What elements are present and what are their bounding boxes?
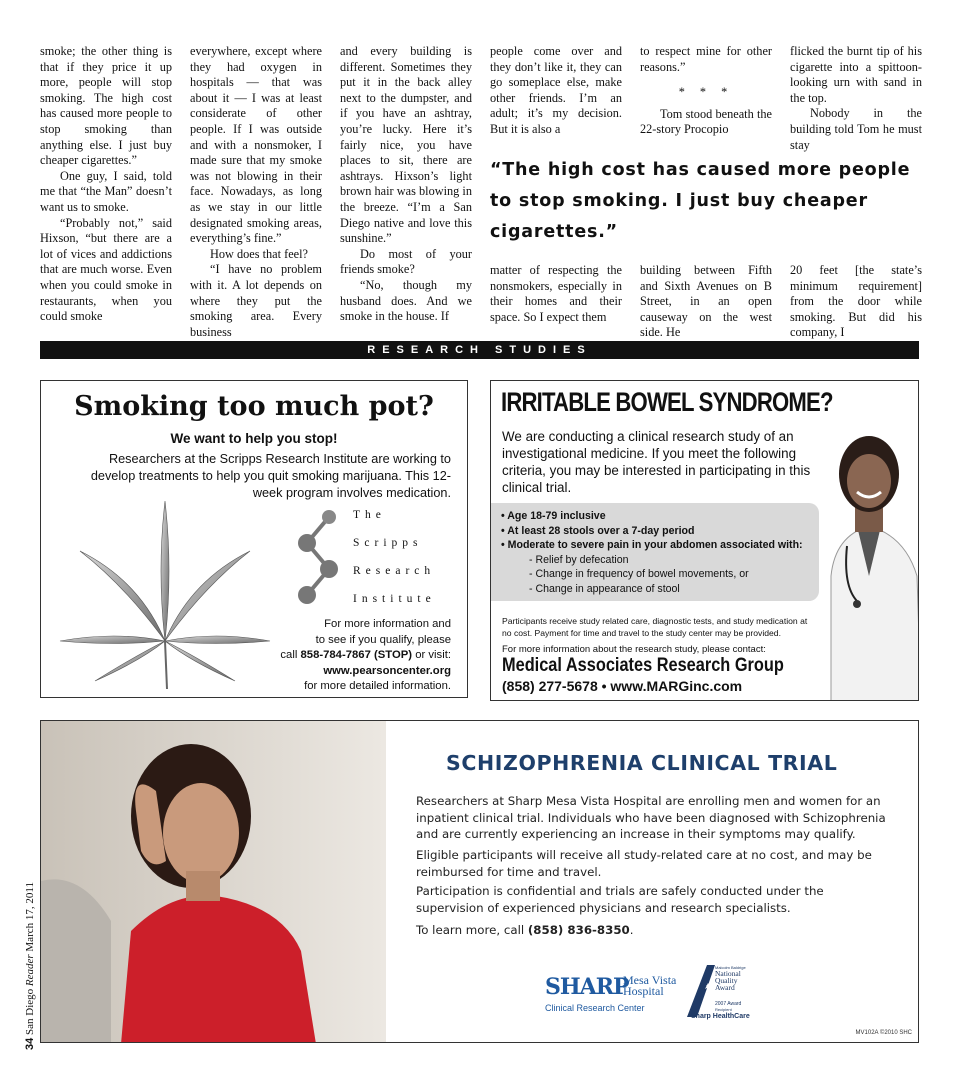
paragraph: “No, though my husband does. And we smoke in the house. If <box>340 277 472 324</box>
criteria-item: • Moderate to severe pain in your abdomen associated with: <box>501 539 803 551</box>
page-folio <box>24 882 36 1050</box>
ad-fine-print: Participants receive study related care, diagnostic tests, and study medication at no cost. Payment for time and travel to the study center may be provided. <box>502 616 808 638</box>
paragraph: smoke; the other thing is that if they price it up more, people will stop smoking. The high cost has caused more people to stop smoking than anything else. I just buy cheaper cigarettes.” <box>40 44 172 168</box>
paragraph: building between Fifth and Sixth Avenues on B Street, in an open causeway on the west side. He <box>640 263 772 340</box>
award-text: 2007 Award <box>715 1001 742 1007</box>
ad-subhead: We want to help you stop! <box>170 431 338 446</box>
paragraph: “Probably not,” said Hixson, “but there are a lot of vices and addictions that are much worse. Even when you could smoke in restaurants, when you could smoke <box>40 215 172 324</box>
ad-paragraph: Researchers at Sharp Mesa Vista Hospital are enrolling men and women for an inpatient clinical trial. Individuals who have been diagnosed with Schizophrenia and are currently experiencing an increase in their symptoms may qualify. <box>416 794 886 841</box>
phone-number[interactable]: (858) 836-8350 <box>527 923 630 937</box>
ad-intro: We are conducting a clinical research study of an investigational medicine. If you meet the following criteria, you may be interested in participating in this clinical trial. <box>502 429 811 495</box>
ad-scripps-marijuana <box>40 380 468 698</box>
ad-contact-info <box>280 617 451 695</box>
criteria-item: • Age 18-79 inclusive <box>501 510 606 522</box>
article-column-6-top <box>790 44 922 153</box>
doctor-photo-icon <box>817 426 919 701</box>
paragraph: Nobody in the building told Tom he must stay <box>790 106 922 152</box>
logo-line: Hospital <box>623 984 664 998</box>
paragraph: to respect mine for other reasons.” <box>640 44 772 74</box>
contact-line <box>280 648 451 664</box>
mesa-vista-logo <box>623 975 676 997</box>
website-link[interactable]: www.pearsoncenter.org <box>323 664 451 677</box>
issue-date: March 17, 2011 <box>24 882 36 952</box>
paragraph: and every building is different. Sometimes they put it in the back alley next to the dumpster, and if you have an ashtray, you’re lucky. Here it’s fairly nice, you have places to sit, there are ashtrays. Hixson’s light brown hair was blowing in the breeze. “I’m a San Diego native and love this sunshine.” <box>340 44 472 246</box>
paragraph: Tom stood beneath the 22-story Procopio <box>640 106 772 137</box>
logo-line: Scripps <box>353 537 423 549</box>
section-break: * * * <box>678 85 734 100</box>
phone-number[interactable]: 858-784-7867 (STOP) <box>300 649 413 661</box>
publication-name: San Diego <box>24 988 36 1035</box>
publication-name-italic: Reader <box>24 954 36 987</box>
clinical-research-center-label: Clinical Research Center <box>545 1003 645 1013</box>
article-column-6-bottom <box>790 263 922 341</box>
article-column-4-top <box>490 44 622 138</box>
contact-line: For more information and <box>324 618 451 630</box>
sub-criteria-item: - Change in appearance of stool <box>529 582 680 595</box>
paragraph: matter of respecting the nonsmokers, especially in their homes and their space. So I expect them <box>490 263 622 324</box>
baldrige-award-icon <box>681 959 761 1021</box>
scripps-logo-text <box>353 509 436 621</box>
award-text: Award <box>715 983 735 992</box>
paragraph: How does that feel? <box>210 246 308 261</box>
award-text: Quality <box>715 976 738 985</box>
logo-line: Institute <box>353 593 436 605</box>
criteria-item: • At least 28 stools over a 7-day period <box>501 524 695 537</box>
article-column-5-top <box>640 44 772 138</box>
sharp-healthcare-label: Sharp HealthCare <box>691 1013 750 1020</box>
article-column-2 <box>190 44 322 340</box>
pull-quote: “The high cost has caused more people to stop smoking. I just buy cheaper cigarettes.” <box>490 160 911 242</box>
paragraph: flicked the burnt tip of his cigarette into a spittoon-looking urn with sand in the top. <box>790 44 922 105</box>
article-column-3 <box>340 44 472 325</box>
paragraph: Do most of your friends smoke? <box>340 246 472 277</box>
sharp-logo: SHARP <box>545 974 629 1000</box>
ad-paragraph: Eligible participants will receive all study-related care at no cost, and may be reimbursed for time and travel. <box>416 848 872 879</box>
paragraph: “I have no problem with it. A lot depends on where they put the smoking area. Every business <box>190 262 322 339</box>
paragraph: people come over and they don’t like it, they can go someplace else, make other friends. I’m an adult; it’s my decision. But it is also a <box>490 44 622 136</box>
logo-line: Mesa Vista <box>623 973 677 987</box>
contact-text: or visit: <box>415 649 451 661</box>
call-text: To learn more, call <box>416 923 525 937</box>
criteria-box <box>491 503 819 601</box>
ad-schizophrenia <box>40 720 919 1043</box>
woman-photo-icon <box>41 721 386 1043</box>
article-column-4-bottom <box>490 263 622 325</box>
org-name: Medical Associates Research Group <box>502 655 784 676</box>
leaf-icon <box>55 491 275 691</box>
contact-line: for more detailed information. <box>304 680 451 692</box>
call-text: . <box>629 923 634 937</box>
ad-ibs <box>490 380 919 701</box>
article-column-5-bottom <box>640 263 772 341</box>
contact-line: to see if you qualify, please <box>315 633 451 646</box>
award-text: Malcolm Baldrige <box>715 965 746 970</box>
page-number: 34 <box>24 1037 36 1050</box>
contact-line <box>280 664 451 680</box>
ad-contact-label: For more information about the research study, please contact: <box>502 644 766 655</box>
ad-body: Researchers at the Scripps Research Institute are working to develop treatments to help you quit smoking marijuana. This 12-week program involves medication. <box>90 452 451 500</box>
contact-text: call <box>280 649 298 661</box>
logo-line: Research <box>353 565 436 577</box>
ad-paragraph: Participation is confidential and trials are safely conducted under the supervision of experienced physicians and research specialists. <box>416 884 824 915</box>
ad-headline: Smoking too much pot? <box>74 391 434 422</box>
paragraph: 20 feet [the state’s minimum requirement] from the door while smoking. But did his company, I <box>790 263 922 340</box>
molecule-icon <box>293 507 353 607</box>
paragraph: everywhere, except where they had oxygen in hospitals — that was about it — I was at least considerate of other people. If I was outside and with a nonsmoker, I made sure that my smoke was not blowing in their face. Nowadays, as long as we stay in our little designated smoking areas, everything’s fine.” <box>190 44 322 246</box>
ad-headline: IRRITABLE BOWEL SYNDROME? <box>501 387 833 417</box>
ad-code: MV102A ©2010 SHC <box>855 1030 912 1036</box>
award-text: Recipient <box>715 1007 732 1012</box>
award-text: National <box>715 969 741 978</box>
section-header-bar: RESEARCH STUDIES <box>40 341 919 359</box>
sub-criteria-item: - Change in frequency of bowel movements, or <box>529 568 749 580</box>
ad-headline: SCHIZOPHRENIA CLINICAL TRIAL <box>446 751 838 775</box>
sub-criteria-item: - Relief by defecation <box>529 553 629 566</box>
logo-line: The <box>353 509 386 521</box>
ad-paragraph <box>416 922 886 939</box>
article-column-1 <box>40 44 172 325</box>
phone-and-website[interactable]: (858) 277-5678 • www.MARGinc.com <box>502 678 743 694</box>
paragraph: One guy, I said, told me that “the Man” doesn’t want us to smoke. <box>40 168 172 214</box>
